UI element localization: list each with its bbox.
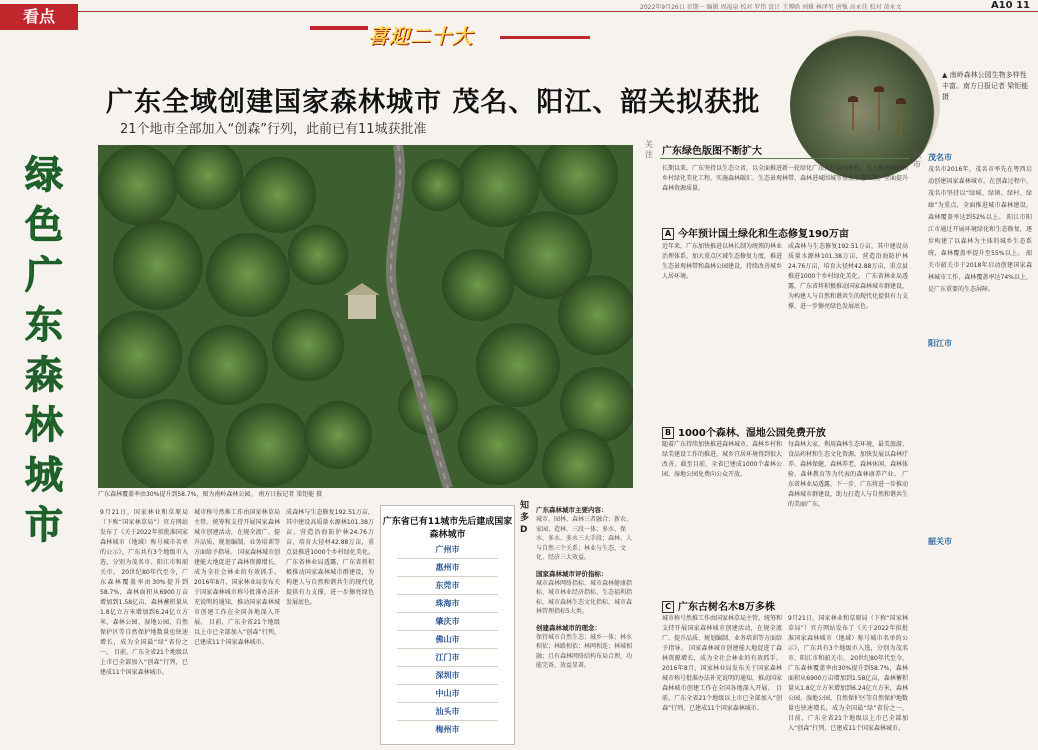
- divider: [397, 684, 498, 685]
- city-item: 佛山市: [435, 635, 460, 644]
- headline: 广东全域创建国家森林城市 茂名、阳江、韶关拟获批: [106, 87, 761, 118]
- sidebar-box: [536, 505, 634, 745]
- sidebar-head-1: 广东森林城市主要内容：: [536, 506, 608, 514]
- section-c-letter: C: [662, 601, 674, 613]
- mushroom-cap: [874, 86, 884, 92]
- body-lead: 长期以来，广东坚持以生态立省，以全面推进新一轮绿化广东大行动为契机，大力推进城镇和乡村绿化美化工程，实施森林碳汇、生态景观林带、森林进城围城等重点生态工程，全面提升森林资源质量。: [662, 165, 908, 192]
- city-item: 深圳市: [435, 671, 460, 680]
- city-heading-shaoguan: 韶关市: [928, 537, 952, 546]
- photo-caption: 广东森林覆盖率由30%提升到58.7%，图为南岭森林公园。 南方日报记者 梁钜能 摄: [98, 491, 323, 498]
- section-c-text: 城市称号然推工作由国家林草局主管。统筹和支持开展国家森林城市创建活动，在规全流广、提升品质、规划编制、业务培训等方面给予指导。 国家森林城市创建能大地促进了森林资源增长，成为全社会林业的有效抓手。2016年8月，国家林业局发布关于国家森林城市称号批准办法补充说明的通知，推动国家森林城市创建工作在全国各地深入开展。 目前，广东全省21个地级以上市已全部加入“创森”行列，已建成11个国家森林城市。: [662, 615, 782, 712]
- city-heading-maoming: 茂名市: [928, 153, 952, 162]
- section-top-title: 广东绿色版图不断扩大: [662, 146, 762, 157]
- divider: [397, 720, 498, 721]
- section-a-text: 近年来，广东加快推进以林长制为统领的林业治理体系，加大重点区域生态修复力度，推进生态景观林带和森林公园建设，持续改善城乡人居环境。: [662, 243, 782, 280]
- city-heading-yangjiang: 阳江市: [928, 339, 952, 348]
- circle-photo-caption: ▲ 南岭森林公园生物多样性丰富。南方日报记者 梁钜能 摄: [942, 71, 1029, 101]
- section-b-text: 随着广东持续加快推进森林城市、森林乡村和绿美建设工作的推进，城乡宜居环境得到很大改善。截至目前，全省已建成1000个森林公园、湿地公园免费向公众开放。: [662, 441, 782, 478]
- masthead-bar: [0, 0, 1038, 12]
- section-a-letter: A: [662, 228, 674, 240]
- sidebar-text-1: 城市、园林、森林三者融合；新农、家园、造林、三段一体；多水、保水、多水、多水三大手段；森林、人与自然三个关系；林业与生态、文化、经济三大效益。: [536, 516, 633, 561]
- city-item: 惠州市: [435, 563, 460, 572]
- date-line: 2022年9月26日 星期一 编辑 周福泉 校对 罗伟 设计 王博晗 刘雅 林泽男 唐强 高永佳 校对 黄永文: [640, 4, 902, 11]
- forest-photo: [98, 145, 633, 488]
- city-item: 东莞市: [435, 581, 460, 590]
- mushroom-stem: [900, 102, 902, 136]
- city-item: 江门市: [435, 653, 460, 662]
- forest-cities-box: [380, 505, 515, 745]
- city-item: 广州市: [435, 545, 460, 554]
- divider: [397, 630, 498, 631]
- ribbon-left: [310, 26, 368, 30]
- mushroom-stem: [878, 90, 880, 130]
- slogan-text: 喜迎二十大: [368, 24, 473, 48]
- city-item: 中山市: [435, 689, 460, 698]
- mushroom-cap: [848, 96, 858, 102]
- divider: [397, 558, 498, 559]
- divider: [397, 702, 498, 703]
- body-column-3: 成森林与生态修复192.51万亩，其中建设高质量水源林101.38万亩，营造沿海防护林24.76万亩，培育大径材42.88万亩，重点县推进1000个乡村绿化美化。 广东省林业局透露，广东省将积极推动国家森林城市群建设，为构建人与自然和谐共生的现代化提供有力支撑，进一步擦亮绿色发展底色。: [286, 509, 374, 606]
- mushroom-cap: [896, 98, 906, 104]
- sidebar-head-2: 国家森林城市评价指标：: [536, 569, 608, 578]
- section-rule: [660, 158, 910, 159]
- section-c-heading: [662, 598, 775, 613]
- divider: [397, 666, 498, 667]
- forest-illustration: [98, 145, 633, 488]
- section-b-heading: [662, 424, 826, 439]
- chengshi-label: 城市: [913, 150, 921, 169]
- city-column-text: 茂名市2016年，茂名市率先在粤西启动创建国家森林城市。在创森过程中，茂名市坚持以“绿城、绿镇、绿村、绿廊”为重点，全面推进城市森林建设，森林覆盖率达到52%以上。 阳江市阳江市通过开展环境绿化和生态修复，逐步构建了以森林为主体的城乡生态系统，森林覆盖率提升至55%以上。 韶关市韶关市于2018年启动创建国家森林城市工作，森林覆盖率达74%以上，是广东重要的生态屏障。: [928, 166, 1032, 293]
- vertical-title: 绿色广东森林城市: [24, 153, 63, 547]
- forest-cities-title: 广东省已有11城市先后建成国家森林城市: [382, 517, 513, 540]
- divider: [397, 648, 498, 649]
- sidebar-head-3: 创建森林城市的理念：: [536, 623, 601, 632]
- section-c-text-2: 9月21日，国家林业和草原局（下称“国家林草局”）官方网站发布了《关于2022年拟批准国家森林城市（地域）称号城市名单的公示》，广东共有3个地级市入选，分别为茂名市、阳江市和韶关市。 20世纪80年代至今，广东森林覆盖率由30%提升到58.7%，森林面积从6900万亩增加到1.58亿亩，森林蓄积量从1.8亿立方米增加到6.24亿立方米，森林公园、湿地公园、自然保护区等自然保护地数量也快速增长，成为全国最“绿”省份之一。 目前，广东全省21个地级以上市已全部加入“创森”行列，已建成11个国家森林城市。: [788, 615, 908, 732]
- sidebar-text-3: 保持城市自然生态；城乡一体；林水相依；林路相依；林网相连；林城相融；且有森林网络结构布局合理，功能完备，效益显著。: [536, 633, 633, 669]
- page-number: A10 11: [990, 0, 1030, 11]
- sidebar-label: 知多D: [520, 501, 530, 535]
- divider: [397, 594, 498, 595]
- body-column-2: 城市称号然推工作由国家林草局主管。统筹和支持开展国家森林城市创建活动，在规全流广、提升品质、规划编制、业务培训等方面给予指导。 国家森林城市创建能大地促进了森林资源增长，成为全社会林业的有效抓手。2016年8月，国家林业局发布关于国家森林城市称号批准办法补充说明的通知，推动国家森林城市创建工作在全国各地深入开展。 目前，广东全省21个地级以上市已全部加入“创森”行列，已建成11个国家森林城市。: [194, 509, 280, 646]
- section-b-text-2: 每森林大家，利用森林生态环境，最美旅游、食品药材和生态文化资源。加快发展以森林疗养、森林保健、森林养老、森林休闲、森林体验、森林教育等为代表的森林康养产业。 广东省林业局透露，下一步，广东将进一步推动森林城市群建设，助力打造人与自然和谐共生的美丽广东。: [788, 441, 908, 508]
- section-a-title: 今年预计国土绿化和生态修复190万亩: [678, 229, 849, 240]
- section-c-title: 广东古树名木8万多株: [678, 602, 775, 613]
- section-a-heading: [662, 225, 849, 240]
- subheadline: 21个地市全部加入“创森”行列，此前已有11城获批准: [120, 122, 427, 137]
- divider: [397, 612, 498, 613]
- section-a-text-2: 成森林与生态修复192.51万亩，其中建设高质量水源林101.38万亩，营造沿海防护林24.76万亩，培育大径材42.88万亩，重点县推进1000个乡村绿化美化。 广东省林业局透露，广东省将积极推动国家森林城市群建设，为构建人与自然和谐共生的现代化提供有力支撑，进一步擦亮绿色发展底色。: [788, 243, 908, 310]
- body-column-1: 9月21日，国家林业和草原局（下称“国家林草局”）官方网站发布了《关于2022年拟批准国家森林城市（地域）称号城市名单的公示》，广东共有3个地级市入选，分别为茂名市、阳江市和韶关市。 20世纪80年代至今，广东森林覆盖率由30%提升到58.7%，森林面积从6900万亩增加到1.58亿亩，森林蓄积量从1.8亿立方米增加到6.24亿立方米，森林公园、湿地公园、自然保护区等自然保护地数量也快速增长，成为全国最“绿”省份之一。 目前，广东全省21个地级以上市已全部加入“创森”行列，已建成11个国家森林城市。: [100, 509, 188, 676]
- divider: [397, 576, 498, 577]
- mushroom-stem: [852, 100, 854, 130]
- city-item: 汕头市: [435, 707, 460, 716]
- section-top-heading: [662, 142, 762, 157]
- city-item: 肇庆市: [435, 617, 460, 626]
- section-label: 看点: [0, 4, 78, 30]
- city-item: 珠海市: [435, 599, 460, 608]
- section-b-letter: B: [662, 427, 674, 439]
- slogan-banner: [310, 14, 810, 56]
- city-item: 梅州市: [435, 725, 460, 734]
- sidebar-text-2: 城市森林网络指标、城市森林健康指标、城市林业经济指标、生态福利指标、城市森林生态文化指标、城市森林管理指标5大类。: [536, 579, 633, 615]
- masthead-rule: [0, 11, 1038, 12]
- section-b-title: 1000个森林、湿地公园免费开放: [678, 428, 826, 439]
- guanzhu-label: 关注: [645, 140, 653, 159]
- ribbon-right: [500, 36, 590, 39]
